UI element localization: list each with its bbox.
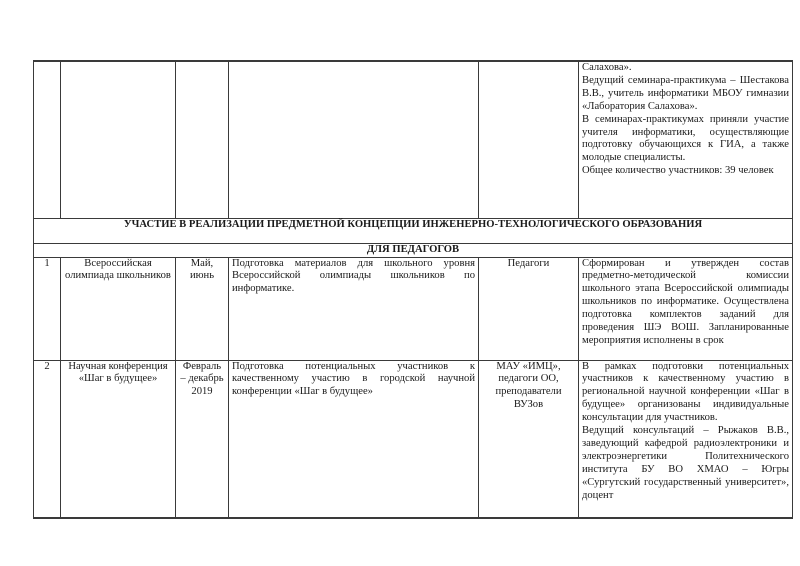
cell-period: Май, июнь	[176, 257, 229, 360]
cell-event: Научная конференция «Шаг в будущее»	[61, 360, 176, 518]
cell-event	[61, 61, 176, 218]
cell-result	[579, 61, 793, 218]
cell-participants	[479, 61, 579, 218]
result-paragraph: В семинарах-практикумах приняли участие учителя информатики, осуществляющие подготовку обучающихся к ГИА, а также молодые специалисты.	[582, 113, 789, 164]
activity-table	[33, 60, 793, 519]
section-heading-row	[34, 218, 793, 243]
subsection-heading-row	[34, 243, 793, 257]
cell-period: Февраль – декабрь 2019	[176, 360, 229, 518]
cell-period	[176, 61, 229, 218]
result-paragraph: Ведущий семинара-практикума – Шестакова В.В., учитель информатики МБОУ гимназии «Лаборатория Салахова».	[582, 74, 789, 112]
table-row-continued	[34, 61, 793, 218]
cell-content: Подготовка материалов для школьного уровня Всероссийской олимпиады школьников по информатике.	[229, 257, 479, 360]
cell-result	[579, 360, 793, 518]
cell-participants: МАУ «ИМЦ», педагоги ОО, преподаватели ВУЗов	[479, 360, 579, 518]
cell-number: 1	[34, 257, 61, 360]
result-paragraph: Сформирован и утвержден состав предметно-методической комиссии школьного этапа Всероссийской олимпиады школьников по информатике. Осуществлена подготовка комплектов заданий для проведения ШЭ ВОШ. Запланированные мероприятия исполнены в срок	[582, 257, 789, 346]
table-row	[34, 360, 793, 518]
cell-participants: Педагоги	[479, 257, 579, 360]
section-heading: УЧАСТИЕ В РЕАЛИЗАЦИИ ПРЕДМЕТНОЙ КОНЦЕПЦИИ ИНЖЕНЕРНО-ТЕХНОЛОГИЧЕСКОГО ОБРАЗОВАНИЯ	[34, 218, 793, 243]
cell-event: Всероссийская олимпиада школьников	[61, 257, 176, 360]
subsection-heading: ДЛЯ ПЕДАГОГОВ	[34, 243, 793, 257]
cell-number: 2	[34, 360, 61, 518]
result-paragraph: Салахова».	[582, 62, 632, 73]
cell-result	[579, 257, 793, 360]
cell-content	[229, 61, 479, 218]
table-row	[34, 257, 793, 360]
result-paragraph: Ведущий консультаций – Рыжаков В.В., заведующий кафедрой радиоэлектроники и электроэнергетики Политехнического института БУ ВО ХМАО – Югры «Сургутский государственный университет», доцент	[582, 425, 789, 501]
result-paragraph: Общее количество участников: 39 человек	[582, 165, 774, 177]
cell-number	[34, 61, 61, 218]
cell-content: Подготовка потенциальных участников к качественному участию в городской научной конференции «Шаг в будущее»	[229, 360, 479, 518]
result-paragraph: В рамках подготовки потенциальных участников к качественному участию в региональной научной конференции «Шаг в будущее» организованы индивидуальные консультации для участников.	[582, 360, 789, 424]
